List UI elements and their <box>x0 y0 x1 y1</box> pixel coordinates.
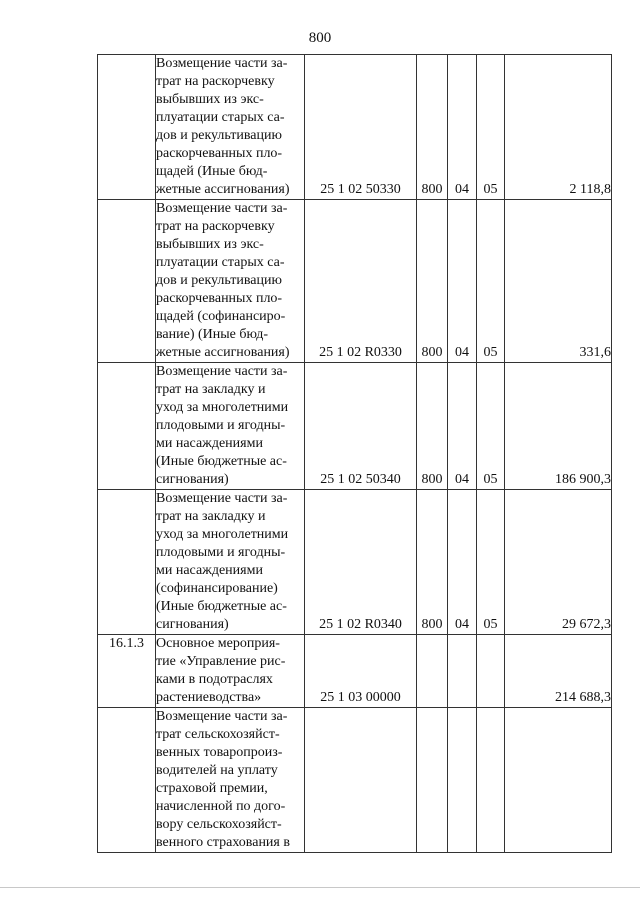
table-row <box>98 635 612 708</box>
row-target-code <box>305 708 417 853</box>
table-row <box>98 55 612 200</box>
row-target-code: 25 1 02 50330 <box>305 55 417 200</box>
row-section: 04 <box>448 55 477 200</box>
row-name: Возмещение части за- трат на раскорчевку выбывших из экс- плуатации старых са- дов и рекультивацию раскорчеванных пло- щадей (софинансиро- вание) (Иные бюд- жетные ассигнования) <box>156 200 305 363</box>
row-expense-type: 800 <box>417 55 448 200</box>
row-amount: 29 672,3 <box>505 490 612 635</box>
row-name: Возмещение части за- трат на раскорчевку выбывших из экс- плуатации старых са- дов и рекультивацию раскорчеванных пло- щадей (Иные бюд- жетные ассигнования) <box>156 55 305 200</box>
row-number <box>98 200 156 363</box>
row-name: Возмещение части за- трат на закладку и уход за многолетними плодовыми и ягодны- ми насаждениями (Иные бюджетные ас- сигнования) <box>156 363 305 490</box>
table-row <box>98 200 612 363</box>
row-section <box>448 635 477 708</box>
row-expense-type <box>417 708 448 853</box>
row-number <box>98 363 156 490</box>
row-name: Возмещение части за- трат на закладку и уход за многолетними плодовыми и ягодны- ми насаждениями (софинансирование) (Иные бюджетные ас- сигнования) <box>156 490 305 635</box>
row-target-code: 25 1 02 50340 <box>305 363 417 490</box>
row-subsection: 05 <box>477 200 505 363</box>
row-amount: 186 900,3 <box>505 363 612 490</box>
row-subsection: 05 <box>477 55 505 200</box>
row-name: Возмещение части за- трат сельскохозяйст- венных товаропроиз- водителей на уплату страховой премии, начисленной по дого- вору сельскохозяйст- венного страхования в <box>156 708 305 853</box>
row-section: 04 <box>448 363 477 490</box>
row-amount: 214 688,3 <box>505 635 612 708</box>
row-number <box>98 490 156 635</box>
row-number <box>98 708 156 853</box>
budget-table <box>97 54 612 853</box>
row-target-code: 25 1 02 R0330 <box>305 200 417 363</box>
row-expense-type: 800 <box>417 490 448 635</box>
row-amount <box>505 708 612 853</box>
row-section <box>448 708 477 853</box>
table-row <box>98 708 612 853</box>
row-number <box>98 55 156 200</box>
row-subsection <box>477 635 505 708</box>
row-expense-type: 800 <box>417 363 448 490</box>
table-row <box>98 490 612 635</box>
row-number: 16.1.3 <box>98 635 156 708</box>
row-subsection: 05 <box>477 363 505 490</box>
row-target-code: 25 1 02 R0340 <box>305 490 417 635</box>
row-amount: 331,6 <box>505 200 612 363</box>
row-target-code: 25 1 03 00000 <box>305 635 417 708</box>
row-section: 04 <box>448 200 477 363</box>
table-row <box>98 363 612 490</box>
page-number: 800 <box>308 30 332 46</box>
page-bottom-rule <box>0 887 640 888</box>
row-section: 04 <box>448 490 477 635</box>
row-name: Основное мероприя- тие «Управление рис- ками в подотраслях растениеводства» <box>156 635 305 708</box>
row-subsection: 05 <box>477 490 505 635</box>
row-expense-type <box>417 635 448 708</box>
row-subsection <box>477 708 505 853</box>
row-expense-type: 800 <box>417 200 448 363</box>
row-amount: 2 118,8 <box>505 55 612 200</box>
